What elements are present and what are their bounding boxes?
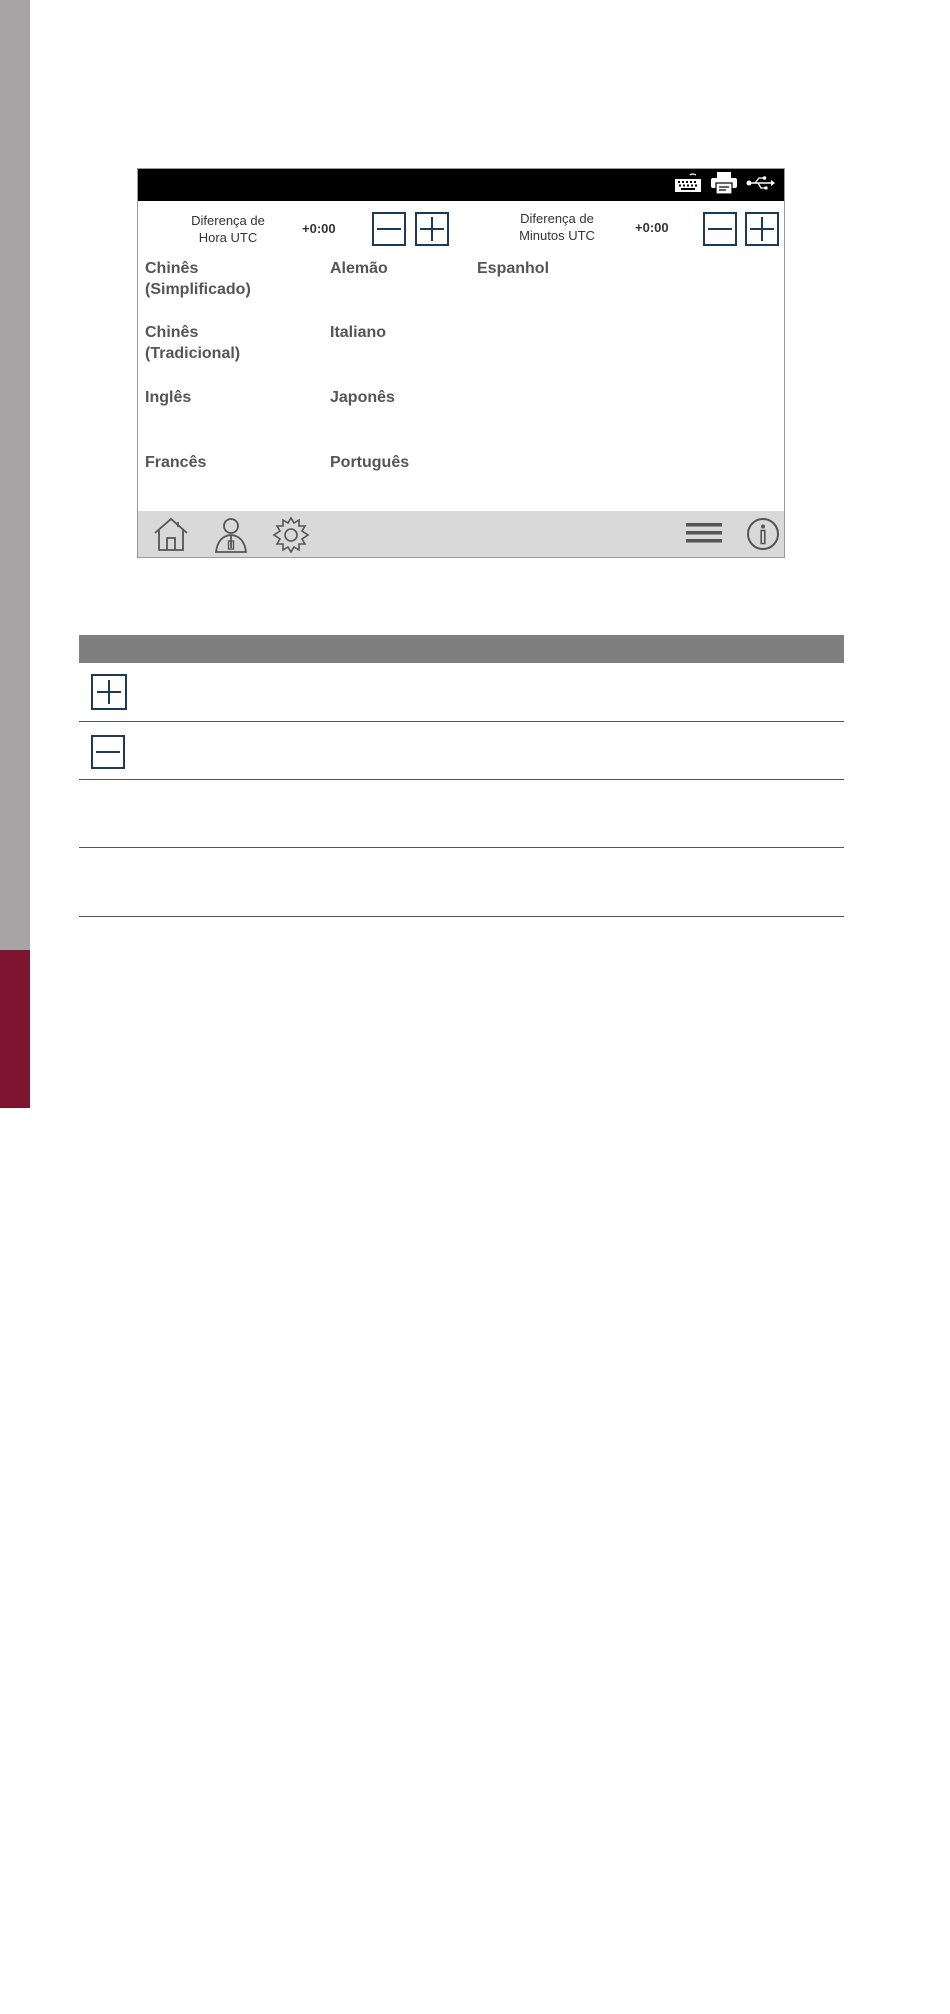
minus-icon <box>91 735 125 769</box>
device-screen <box>137 168 785 558</box>
language-option-english[interactable]: Inglês <box>145 389 192 406</box>
bottom-nav <box>138 511 784 557</box>
table-row <box>79 663 844 722</box>
utc-hour-label: Diferença de Hora UTC <box>191 213 265 245</box>
info-icon[interactable] <box>746 517 780 556</box>
usb-icon <box>746 175 776 196</box>
home-icon[interactable] <box>152 516 190 557</box>
table-row <box>79 848 844 917</box>
table-row <box>79 780 844 848</box>
settings-icon[interactable] <box>272 516 310 558</box>
utc-hour-plus-button[interactable] <box>415 212 449 246</box>
language-option-portuguese[interactable]: Português <box>330 454 410 471</box>
plus-icon <box>747 214 777 244</box>
plus-icon <box>417 214 447 244</box>
language-option-chinese-traditional[interactable]: Chinês (Tradicional) <box>145 324 241 362</box>
language-option-german[interactable]: Alemão <box>330 260 388 277</box>
user-icon[interactable] <box>212 516 250 558</box>
utc-minutes-value: +0:00 <box>635 220 669 235</box>
language-option-italian[interactable]: Italiano <box>330 324 387 341</box>
table-header <box>79 635 844 663</box>
utc-minutes-plus-button[interactable] <box>745 212 779 246</box>
language-option-french[interactable]: Francês <box>145 454 207 471</box>
language-tab-label: PORTUGUÊS <box>9 1941 21 2014</box>
printer-icon <box>710 171 738 200</box>
language-option-spanish[interactable]: Espanhol <box>477 260 550 277</box>
utc-minutes-label: Diferença de Minutos UTC <box>519 211 595 243</box>
side-tab <box>0 0 30 1108</box>
table-row <box>79 722 844 780</box>
language-tab[interactable] <box>0 950 30 2014</box>
minus-icon <box>705 214 735 244</box>
language-option-japanese[interactable]: Japonês <box>330 389 395 406</box>
plus-icon <box>91 674 127 710</box>
utc-hour-value: +0:00 <box>302 221 336 236</box>
keyboard-icon <box>674 173 702 198</box>
status-bar <box>138 169 784 201</box>
minus-icon <box>374 214 404 244</box>
utc-hour-minus-button[interactable] <box>372 212 406 246</box>
utc-minutes-minus-button[interactable] <box>703 212 737 246</box>
menu-icon[interactable] <box>685 521 723 550</box>
language-option-chinese-simplified[interactable]: Chinês (Simplificado) <box>145 260 251 298</box>
